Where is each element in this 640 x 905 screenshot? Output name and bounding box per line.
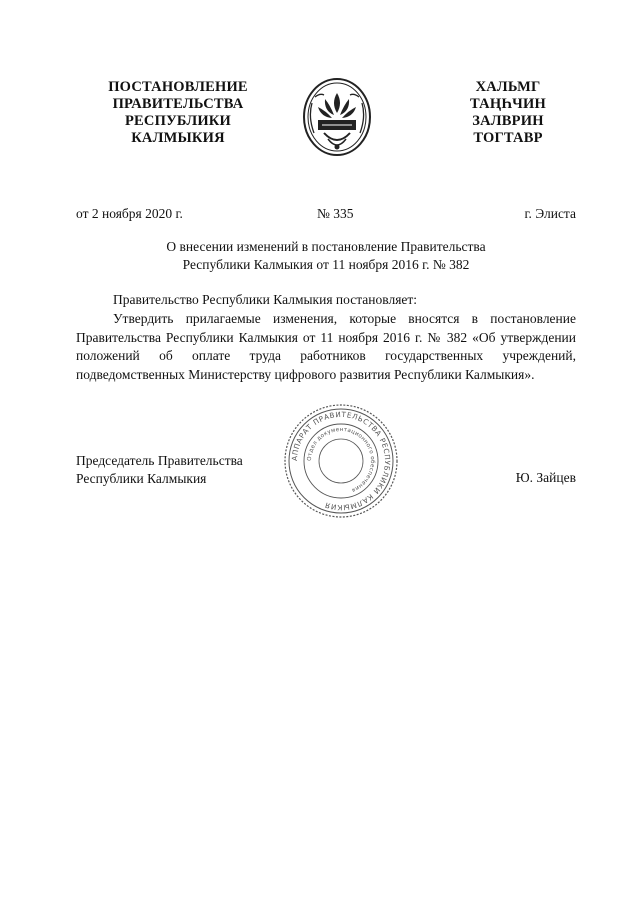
header-left-line: ПРАВИТЕЛЬСТВА xyxy=(112,96,244,112)
header-right-line: ХАЛЬМГ xyxy=(475,79,541,95)
document-subject xyxy=(76,238,576,274)
official-stamp-icon xyxy=(282,402,400,520)
svg-text:АППАРАТ ПРАВИТЕЛЬСТВА РЕСПУБЛИ xyxy=(290,410,392,512)
header-right-line: ТОГТАВР xyxy=(473,130,543,146)
signatory-name: Ю. Зайцев xyxy=(515,470,576,485)
header-left-title xyxy=(88,79,268,147)
document-city: г. Элиста xyxy=(524,206,576,221)
resolution-intro: Правительство Республики Калмыкия постановляет: xyxy=(113,292,418,307)
resolution-paragraph: Утвердить прилагаемые изменения, которые вносятся в постановление Правительства Республики Калмыкия от 11 ноября 2016 г. № 382 «Об утверждении положений об оплате труда работников государственных учреждений, подведомственных Министерству цифрового развития Республики Калмыкия». xyxy=(76,311,576,382)
republic-emblem-icon xyxy=(300,73,374,159)
header-right-line: ЗАЛВРИН xyxy=(472,113,544,129)
document-date: от 2 ноября 2020 г. xyxy=(76,206,183,221)
stamp-outer-text: АППАРАТ ПРАВИТЕЛЬСТВА РЕСПУБЛИКИ КАЛМЫКИЯ xyxy=(289,409,393,513)
stamp-inner-text: Отдел документационного обеспечения xyxy=(306,426,376,493)
signatory-title-line: Председатель Правительства xyxy=(76,453,243,468)
document-number: № 335 xyxy=(317,206,354,221)
header-right-line: ТАҢҺЧИН xyxy=(470,96,546,112)
subject-line: Республики Калмыкия от 11 ноября 2016 г. № 382 xyxy=(182,257,470,272)
header-left-line: ПОСТАНОВЛЕНИЕ xyxy=(108,79,248,95)
subject-line: О внесении изменений в постановление Правительства xyxy=(166,239,486,254)
signatory-title xyxy=(76,452,243,488)
header-left-line: КАЛМЫКИЯ xyxy=(131,130,225,146)
signatory-title-line: Республики Калмыкия xyxy=(76,471,207,486)
header-left-line: РЕСПУБЛИКИ xyxy=(124,113,232,129)
header-right-title xyxy=(448,79,568,147)
